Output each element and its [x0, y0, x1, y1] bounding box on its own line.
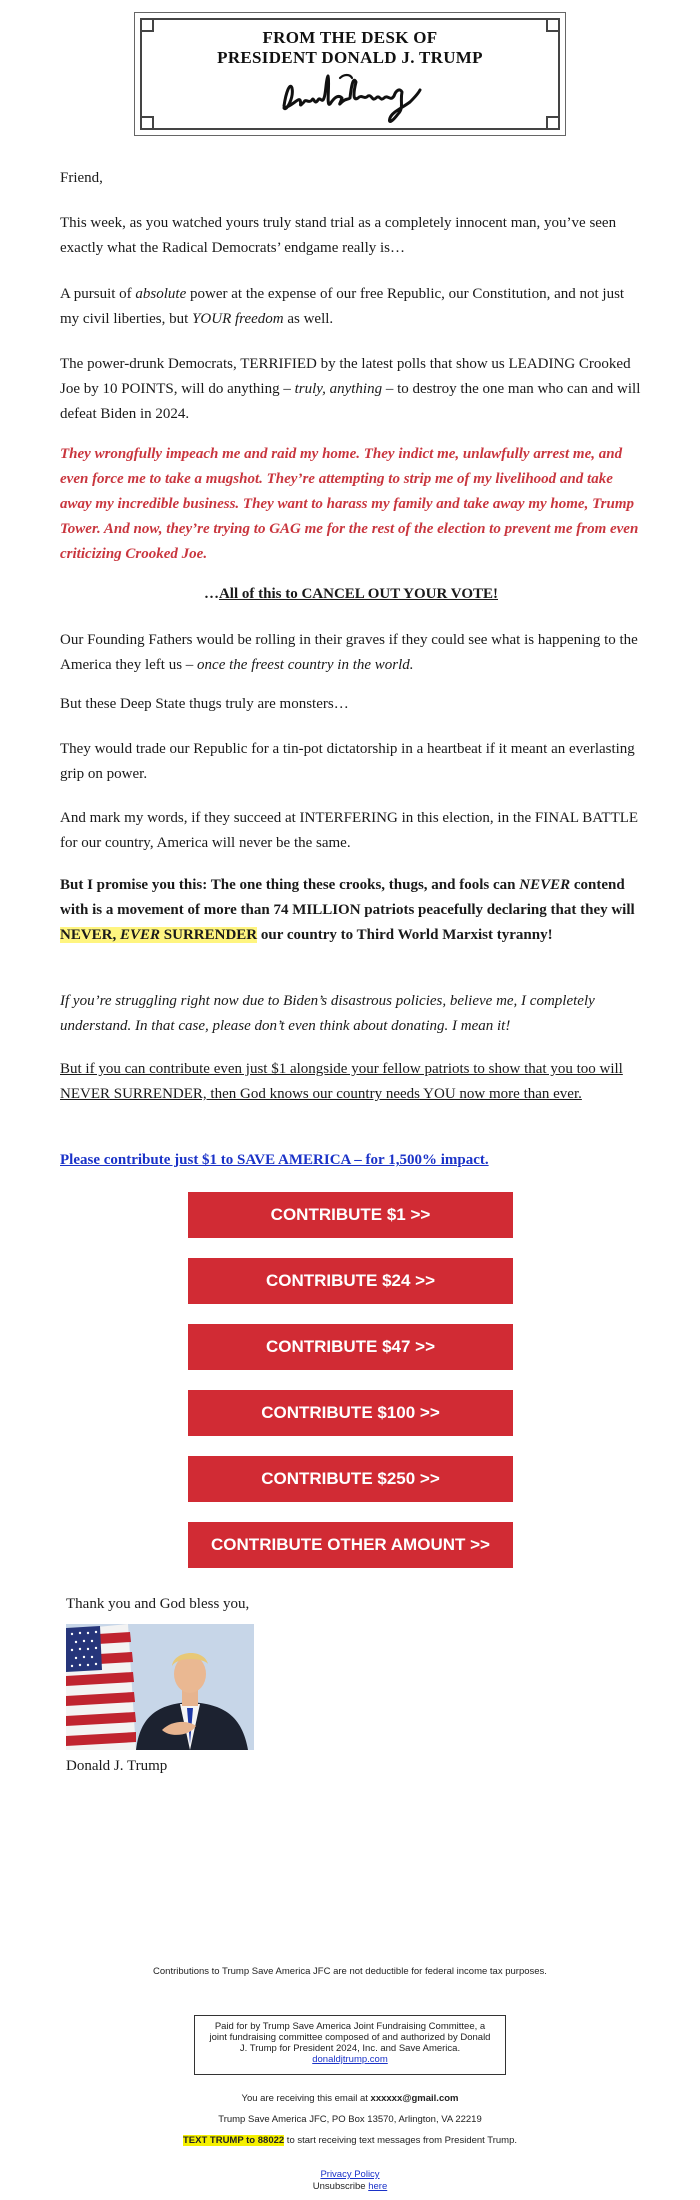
corner-ornament [140, 116, 154, 130]
header-title [142, 28, 558, 68]
contribute-24-button[interactable]: CONTRIBUTE $24 >> [188, 1258, 513, 1304]
contribute-link[interactable]: Please contribute just $1 to SAVE AMERICA – for 1,500% impact. [60, 1152, 489, 1168]
cancel-vote-heading: …All of this to CANCEL OUT YOUR VOTE! [203, 586, 499, 602]
promise-paragraph: But I promise you this: The one thing these crooks, thugs, and fools can NEVER contend with is a movement of more than 74 MILLION patriots peacefully declaring that they will NEVER, EVER SURRENDER our country to Third World Marxist tyranny! [60, 877, 635, 943]
contribute-100-button[interactable]: CONTRIBUTE $100 >> [188, 1390, 513, 1436]
contribute-other-button[interactable]: CONTRIBUTE OTHER AMOUNT >> [188, 1522, 513, 1568]
flag-icon [66, 1624, 136, 1750]
red-italic-paragraph: They wrongfully impeach me and raid my home. They indict me, unlawfully arrest me, and even force me to take a mugshot. They’re attempting to strip me of my livelihood and take away my incredible business. They want to harass my family and take away my home, Trump Tower. And now, they’re trying to GAG me for the rest of the election to prevent me from even criticizing Crooked Joe. [60, 446, 639, 562]
corner-ornament [546, 116, 560, 130]
signature-icon [280, 68, 430, 126]
receiving-notice: You are receiving this email at xxxxxx@gmail.com [241, 2093, 459, 2104]
site-link[interactable]: donaldjtrump.com [312, 2054, 388, 2065]
contribute-250-button[interactable]: CONTRIBUTE $250 >> [188, 1456, 513, 1502]
paid-for-text: Paid for by Trump Save America Joint Fundraising Committee, a joint fundraising committee composed of and authorized by Donald J. Trump for President 2024, Inc. and Save America. [209, 2021, 491, 2054]
header-frame [134, 12, 566, 136]
text-optin: TEXT TRUMP to 88022 to start receiving text messages from President Trump. [182, 2135, 518, 2146]
paragraph-1: This week, as you watched yours truly stand trial as a completely innocent man, you’ve seen exactly what the Radical Democrats’ endgame really is… [60, 215, 617, 256]
paragraph-3: The power-drunk Democrats, TERRIFIED by the latest polls that show us LEADING Crooked Joe by 10 POINTS, will do anything – truly, anything – to destroy the one man who can and will defeat Biden in 2024. [60, 356, 641, 422]
paragraph-9: And mark my words, if they succeed at INTERFERING in this election, in the FINAL BATTLE for our country, America will never be the same. [60, 810, 639, 851]
privacy-policy-link[interactable]: Privacy Policy [320, 2169, 380, 2180]
contribute-47-button[interactable]: CONTRIBUTE $47 >> [188, 1324, 513, 1370]
contribute-link-wrap [60, 1148, 642, 1173]
unsubscribe-link[interactable]: here [368, 2181, 388, 2192]
portrait-image [66, 1624, 254, 1750]
paragraph-2: A pursuit of absolute power at the expense of our free Republic, our Constitution, and not just my civil liberties, but YOUR freedom as well. [60, 286, 625, 327]
paragraph-7: But these Deep State thugs truly are monsters… [60, 696, 349, 712]
portrait-photo [66, 1624, 254, 1750]
paragraph-6: Our Founding Fathers would be rolling in their graves if they could see what is happening to the America they left us – once the freest country in the world. [60, 632, 638, 673]
signature-name: Donald J. Trump [66, 1758, 168, 1774]
struggling-paragraph: If you’re struggling right now due to Biden’s disastrous policies, believe me, I completely understand. In that case, please don’t even think about donating. I mean it! [60, 993, 595, 1034]
contribute-paragraph: But if you can contribute even just $1 alongside your fellow patriots to show that you too will NEVER SURRENDER, then God knows our country needs YOU now more than ever. [60, 1061, 623, 1102]
tax-disclaimer: Contributions to Trump Save America JFC are not deductible for federal income tax purposes. [153, 1966, 547, 1977]
header-line-1: FROM THE DESK OF [262, 28, 438, 47]
mailing-address: Trump Save America JFC, PO Box 13570, Arlington, VA 22219 [218, 2114, 482, 2125]
greeting: Friend, [60, 170, 103, 186]
header-inner-border [140, 18, 560, 130]
closing-thanks: Thank you and God bless you, [66, 1596, 250, 1612]
paragraph-8: They would trade our Republic for a tin-pot dictatorship in a heartbeat if it meant an everlasting grip on power. [60, 741, 635, 782]
recipient-email: xxxxxx@gmail.com [370, 2093, 459, 2104]
header-line-2: PRESIDENT DONALD J. TRUMP [217, 48, 483, 67]
contribute-1-button[interactable]: CONTRIBUTE $1 >> [188, 1192, 513, 1238]
text-keyword-highlight: TEXT TRUMP to 88022 [182, 2135, 285, 2146]
unsubscribe-line: Unsubscribe here [312, 2181, 388, 2192]
privacy-link-wrap [0, 2169, 700, 2180]
paid-for-box [194, 2015, 506, 2075]
